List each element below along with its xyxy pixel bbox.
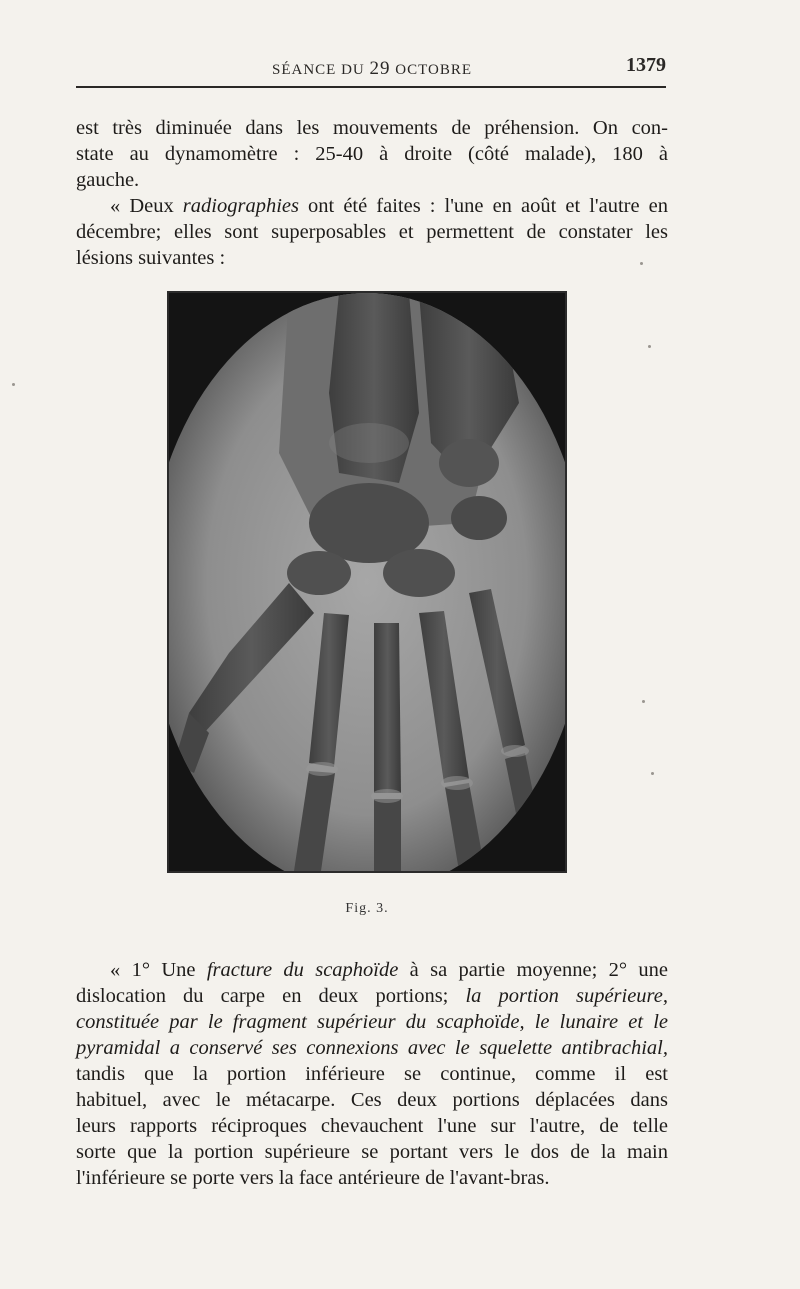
paragraph-3-l4-emphasis: pyramidal a conservé ses connexions avec le squelette antibrachial, — [76, 1037, 668, 1059]
page-number: 1379 — [626, 54, 666, 76]
running-head — [272, 58, 472, 80]
paragraph-3-line-6: habituel, avec le métacarpe. Ces deux portions déplacées dans — [76, 1089, 668, 1111]
margin-speck — [640, 262, 643, 265]
margin-speck — [12, 383, 15, 386]
hand-radiograph-image — [169, 293, 565, 871]
paragraph-2-line-2: décembre; elles sont superposables et permettent de constater les — [76, 221, 668, 243]
running-head-post: OCTOBRE — [390, 62, 472, 78]
paragraph-3 — [76, 957, 668, 1191]
paragraph-3-line-4 — [76, 1035, 668, 1061]
paragraph-3-line-8: sorte que la portion supérieure se portant vers le dos de la main — [76, 1141, 668, 1163]
paragraph-1 — [76, 115, 668, 271]
radiograph-figure — [167, 291, 567, 873]
paragraph-1-line-3: gauche. — [76, 169, 140, 191]
paragraph-2-emphasis: radiographies — [182, 195, 299, 217]
figure-caption: Fig. 3. — [345, 901, 389, 916]
margin-speck — [648, 345, 651, 348]
paragraph-2-line-1 — [76, 193, 668, 219]
paragraph-3-l2-pre: dislocation du carpe en deux portions; — [76, 985, 466, 1007]
running-head-date: 29 — [369, 58, 391, 79]
paragraph-3-l1-pre: « 1° Une — [110, 959, 207, 981]
paragraph-3-line-3 — [76, 1009, 668, 1035]
margin-speck — [642, 700, 645, 703]
paragraph-1-line-1: est très diminuée dans les mouvements de préhension. On con- — [76, 117, 668, 139]
paragraph-2-line-3: lésions suivantes : — [76, 247, 226, 269]
paragraph-1-line-2: state au dynamomètre : 25-40 à droite (côté malade), 180 à — [76, 143, 668, 165]
paragraph-3-l3-emphasis: constituée par le fragment supérieur du scaphoïde, le lunaire et le — [76, 1011, 668, 1033]
running-head-pre: SÉANCE DU — [272, 62, 370, 78]
margin-speck — [651, 772, 654, 775]
paragraph-3-line-7: leurs rapports réciproques chevauchent l'une sur l'autre, de telle — [76, 1115, 668, 1137]
paragraph-2-pre: « Deux — [110, 195, 183, 217]
paragraph-3-l1-post: à sa partie moyenne; 2° une — [398, 959, 668, 981]
page-header — [76, 52, 666, 88]
paragraph-3-l1-emphasis: fracture du scaphoïde — [206, 959, 399, 981]
paragraph-3-line-9: l'inférieure se porte vers la face antérieure de l'avant-bras. — [76, 1167, 550, 1189]
paragraph-3-line-1 — [76, 957, 668, 983]
paragraph-3-line-2 — [76, 983, 668, 1009]
paragraph-2-post: ont été faites : l'une en août et l'autre en — [298, 195, 668, 217]
paragraph-3-l2-emphasis: la portion supérieure, — [465, 985, 669, 1007]
paragraph-3-line-5: tandis que la portion inférieure se continue, comme il est — [76, 1063, 668, 1085]
